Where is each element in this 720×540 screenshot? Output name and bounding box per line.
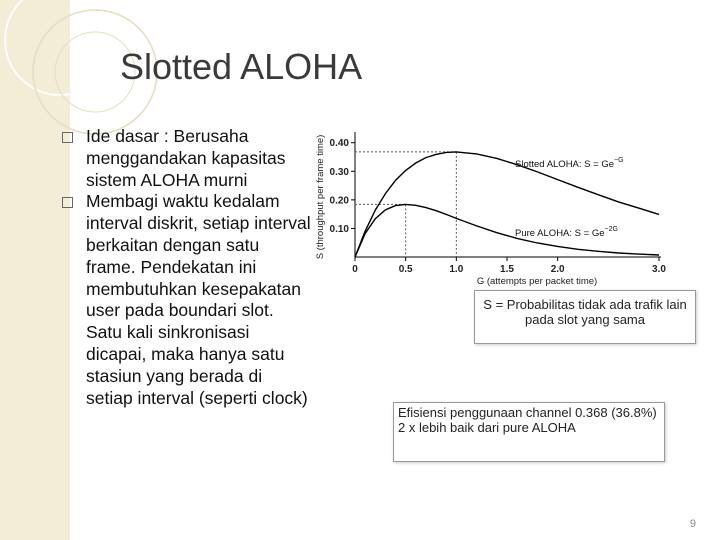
y-tick-label: 0.30 (329, 166, 349, 178)
series-label-text: Pure ALOHA: S = Ge (515, 228, 605, 239)
y-tick-label: 0.20 (329, 195, 349, 207)
series-label-exponent: −2G (604, 226, 618, 233)
y-tick-label: 0.40 (329, 138, 349, 150)
bullet-square-icon (62, 132, 73, 143)
x-tick-label: 1.0 (449, 264, 464, 275)
efficiency-note-box (393, 402, 665, 462)
bullet-text: Membagi waktu kedalam interval diskrit, setiap interval berkaitan dengan satu frame. Pendekatan ini membutuhkan kesepakatan user pada boundari slot. Satu kali sinkronisasi dicapai, maka hanya satu stasiun yang berada di setiap interval (seperti clock) (86, 191, 311, 408)
x-tick-label: 1.5 (500, 264, 514, 275)
bullet-item (62, 191, 312, 409)
efficiency-note-line2: 2 x lebih baik dari pure ALOHA (398, 420, 576, 435)
slotted-aloha-label (515, 157, 624, 170)
page-number: 9 (689, 518, 696, 530)
x-axis-label: G (attempts per packet time) (476, 276, 598, 287)
bullet-item (62, 126, 312, 191)
x-tick-label: 0.5 (398, 264, 413, 275)
x-tick-label: 2.0 (550, 264, 565, 275)
probability-note-text: S = Probabilitas tidak ada trafik lain pada slot yang sama (483, 297, 687, 327)
throughput-chart (310, 122, 680, 292)
efficiency-note-line1: Efisiensi penggunaan channel 0.368 (36.8%) (398, 405, 657, 420)
x-tick-label: 3.0 (652, 264, 666, 275)
series-label-exponent: −G (614, 157, 624, 164)
probability-note-box (474, 290, 696, 344)
bullet-text: Ide dasar : Berusaha menggandakan kapasitas sistem ALOHA murni (86, 126, 286, 190)
bullet-list (62, 126, 312, 409)
slide-title: Slotted ALOHA (120, 46, 363, 87)
y-axis-label: S (throughput per frame time) (315, 134, 326, 260)
series-label-text: Slotted ALOHA: S = Ge (515, 159, 615, 170)
bullet-square-icon (62, 197, 73, 208)
y-tick-label: 0.10 (329, 223, 349, 235)
x-tick-label: 0 (352, 264, 358, 275)
pure-aloha-label (515, 226, 618, 239)
